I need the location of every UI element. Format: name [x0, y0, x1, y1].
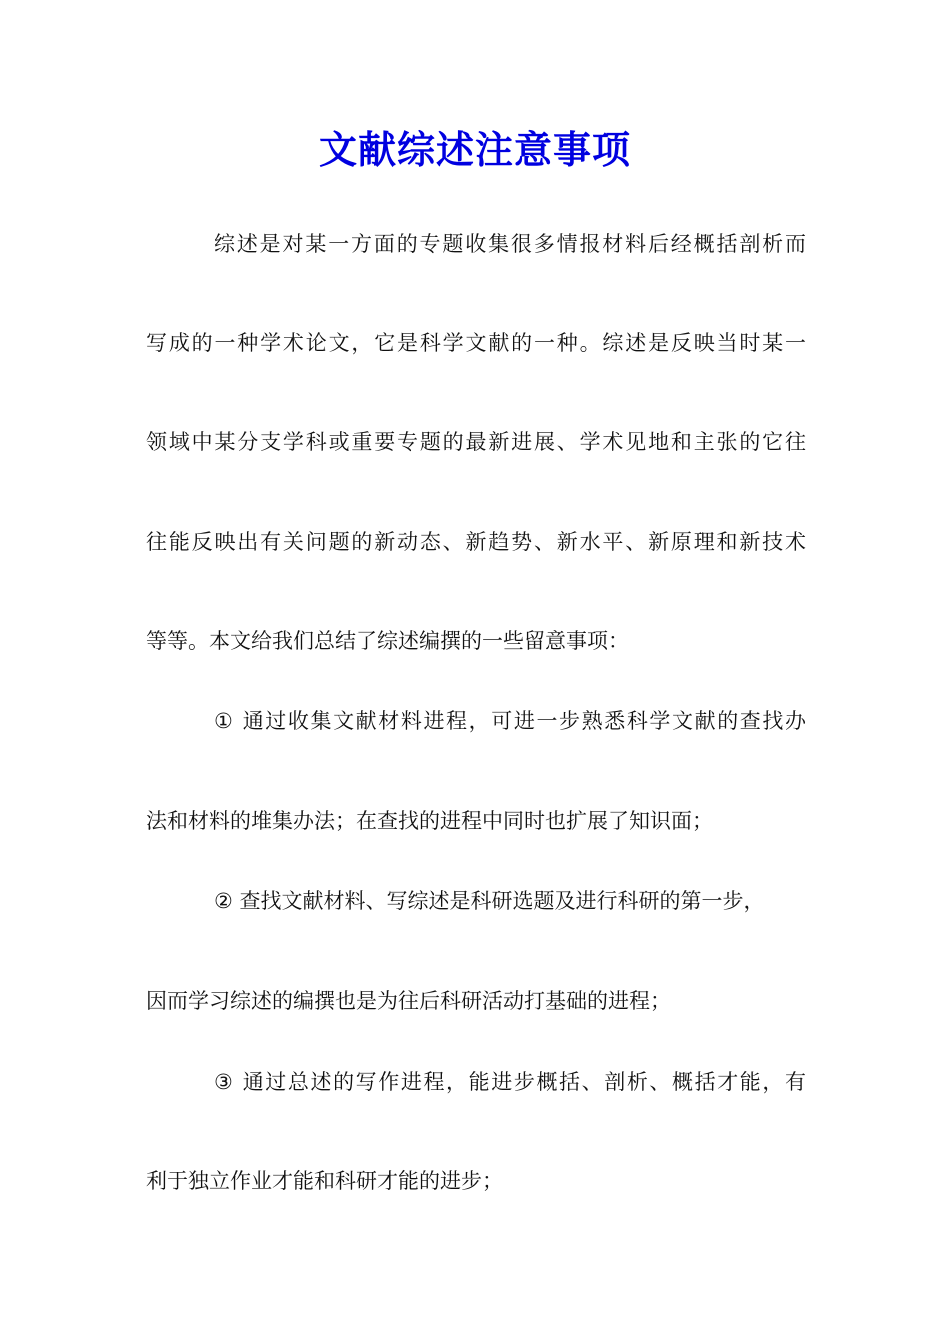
- list-item-line: ③ 通过总述的写作进程，能进步概括、剖析、概括才能，有: [214, 1070, 806, 1094]
- paragraph-line: 综述是对某一方面的专题收集很多情报材料后经概括剖析而: [214, 232, 806, 256]
- list-item-line: 因而学习综述的编撰也是为往后科研活动打基础的进程；: [146, 989, 671, 1013]
- list-item-line: ① 通过收集文献材料进程，可进一步熟悉科学文献的查找办: [214, 709, 806, 733]
- paragraph-line: 写成的一种学术论文，它是科学文献的一种。综述是反映当时某一: [146, 331, 806, 355]
- list-item-line: ② 查找文献材料、写综述是科研选题及进行科研的第一步，: [214, 889, 765, 913]
- paragraph-line: 等等。本文给我们总结了综述编撰的一些留意事项：: [146, 629, 629, 653]
- list-item-line: 法和材料的堆集办法；在查找的进程中同时也扩展了知识面；: [146, 809, 713, 833]
- list-item-line: 利于独立作业才能和科研才能的进步；: [146, 1169, 503, 1193]
- document-title: 文献综述注意事项: [318, 127, 631, 172]
- paragraph-line: 领域中某分支学科或重要专题的最新进展、学术见地和主张的它往: [146, 430, 806, 454]
- paragraph-line: 往能反映出有关问题的新动态、新趋势、新水平、新原理和新技术: [146, 530, 806, 554]
